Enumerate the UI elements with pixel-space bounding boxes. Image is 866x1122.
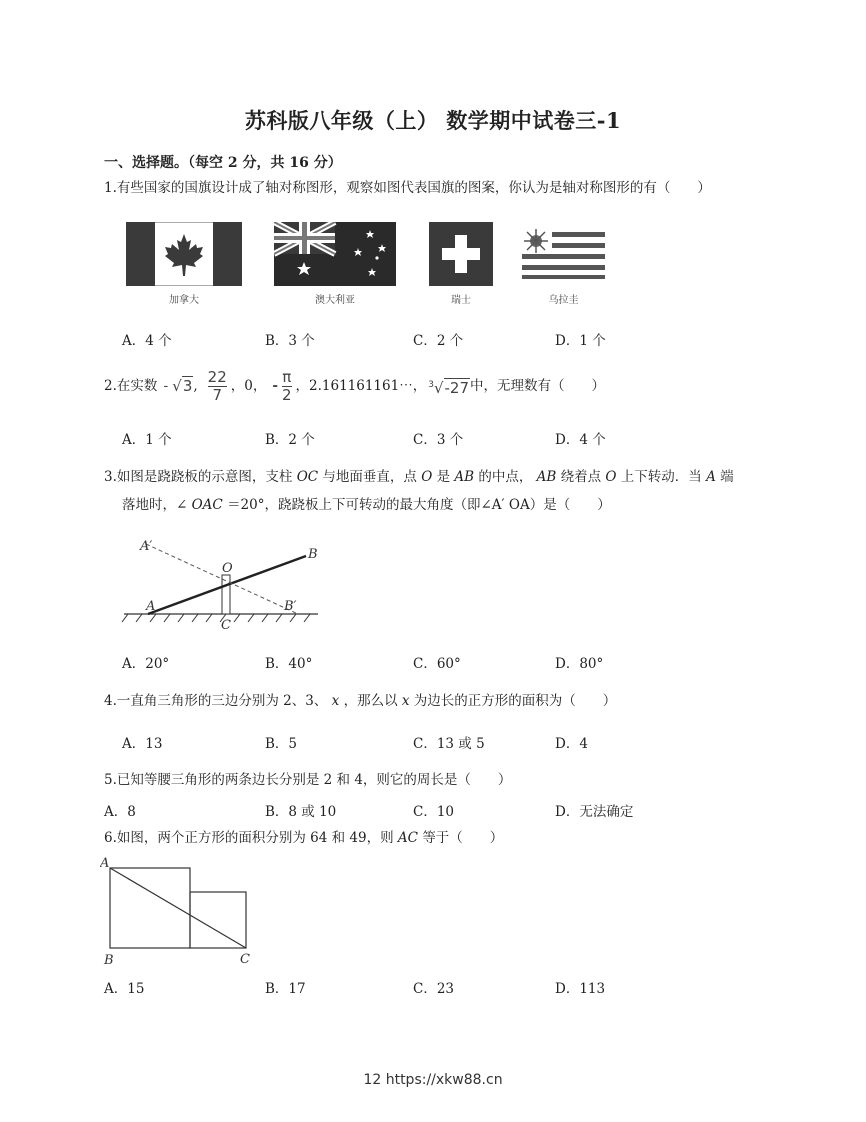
q2-suffix: 中，无理数有（ ） [470, 378, 605, 394]
australia-flag-image [274, 222, 396, 286]
q5-option-c[interactable]: C．10 [413, 804, 455, 820]
label-a-prime: A′ [140, 539, 153, 554]
question-3-line-2: 落地时，∠ OAC ＝20°，跷跷板上下可转动的最大角度（即∠A′ OA）是（ ） [122, 497, 611, 513]
question-3-line-1: 3.如图是跷跷板的示意图，支柱 OC 与地面垂直，点 O 是 AB 的中点， AB 绕着点 O 上下转动．当 A 端 [104, 469, 734, 485]
q5-option-d[interactable]: D．无法确定 [555, 804, 634, 820]
q1-option-d[interactable]: D．1 个 [555, 333, 606, 349]
q1-option-c[interactable]: C．2 个 [413, 333, 464, 349]
flag-caption-canada: 加拿大 [169, 295, 199, 306]
q2-cube-root: $^3$√-27 [428, 378, 469, 397]
q1-option-a[interactable]: A．4 个 [122, 333, 172, 349]
q3-option-c[interactable]: C．60° [413, 656, 461, 672]
q4-option-a[interactable]: A．13 [122, 736, 163, 752]
label-c: C [240, 952, 250, 967]
q3-option-a[interactable]: A．20° [122, 656, 170, 672]
q2-option-c[interactable]: C．3 个 [413, 432, 464, 448]
q4-option-d[interactable]: D．4 [555, 736, 588, 752]
q6-option-c[interactable]: C．23 [413, 981, 455, 997]
q5-option-b[interactable]: B．8 或 10 [265, 804, 337, 820]
uruguay-flag-image [522, 229, 605, 279]
seesaw-diagram [118, 532, 328, 632]
q2-minus-sign-2: - [272, 378, 278, 394]
q2-minus-sign: - [163, 378, 169, 394]
q4-option-c[interactable]: C．13 或 5 [413, 736, 485, 752]
question-4-stem: 4.一直角三角形的三边分别为 2、3、 x ，那么以 x 为边长的正方形的面积为（ ） [104, 693, 617, 709]
canada-flag-image [126, 222, 242, 286]
label-a: A [146, 599, 156, 614]
q2-separator-1: , [193, 378, 198, 394]
flag-caption-australia: 澳大利亚 [315, 295, 355, 306]
switzerland-flag-image [429, 222, 493, 286]
q2-prefix: 2.在实数 [104, 378, 158, 394]
flag-caption-switzerland: 瑞士 [451, 295, 471, 306]
label-a: A [100, 856, 110, 871]
q4-option-b[interactable]: B．5 [265, 736, 298, 752]
q2-option-d[interactable]: D．4 个 [555, 432, 606, 448]
q2-option-a[interactable]: A．1 个 [122, 432, 172, 448]
label-b: B [104, 953, 114, 968]
q6-option-a[interactable]: A．15 [104, 981, 145, 997]
q2-separator-3: ，2.161161161⋯， [295, 378, 427, 394]
q2-fraction-22-7: $\frac{22}{7}$ [207, 367, 227, 404]
question-5-stem: 5.已知等腰三角形的两条边长分别是 2 和 4，则它的周长是（ ） [104, 772, 512, 788]
label-o: O [222, 561, 233, 576]
q1-option-b[interactable]: B．3 个 [265, 333, 315, 349]
label-c: C [221, 618, 231, 632]
page-title: 苏科版八年级（上） 数学期中试卷三-1 [244, 108, 622, 133]
squares-diagram [100, 852, 260, 970]
question-2-stem [104, 366, 605, 406]
label-b-prime: B′ [284, 599, 297, 614]
q2-fraction-pi-2: $\frac{\pi}{2}$ [281, 367, 292, 404]
q2-sqrt-3: √3 [172, 377, 193, 395]
question-1-stem: 1.有些国家的国旗设计成了轴对称图形，观察如图代表国旗的图案，你认为是轴对称图形的有（ ） [104, 180, 711, 196]
q2-option-b[interactable]: B．2 个 [265, 432, 315, 448]
q3-option-b[interactable]: B．40° [265, 656, 313, 672]
q6-option-d[interactable]: D．113 [555, 981, 606, 997]
q6-option-b[interactable]: B．17 [265, 981, 306, 997]
page-footer: 12 https://xkw88.cn [363, 1072, 503, 1088]
section-heading: 一、选择题。（每空 2 分，共 16 分） [104, 155, 342, 171]
q5-option-a[interactable]: A．8 [104, 804, 136, 820]
q3-option-d[interactable]: D．80° [555, 656, 604, 672]
q2-separator-2: ，0， [230, 378, 267, 394]
flag-caption-uruguay: 乌拉圭 [548, 295, 579, 306]
label-b: B [308, 547, 318, 562]
question-6-stem: 6.如图，两个正方形的面积分别为 64 和 49，则 AC 等于（ ） [104, 830, 504, 846]
